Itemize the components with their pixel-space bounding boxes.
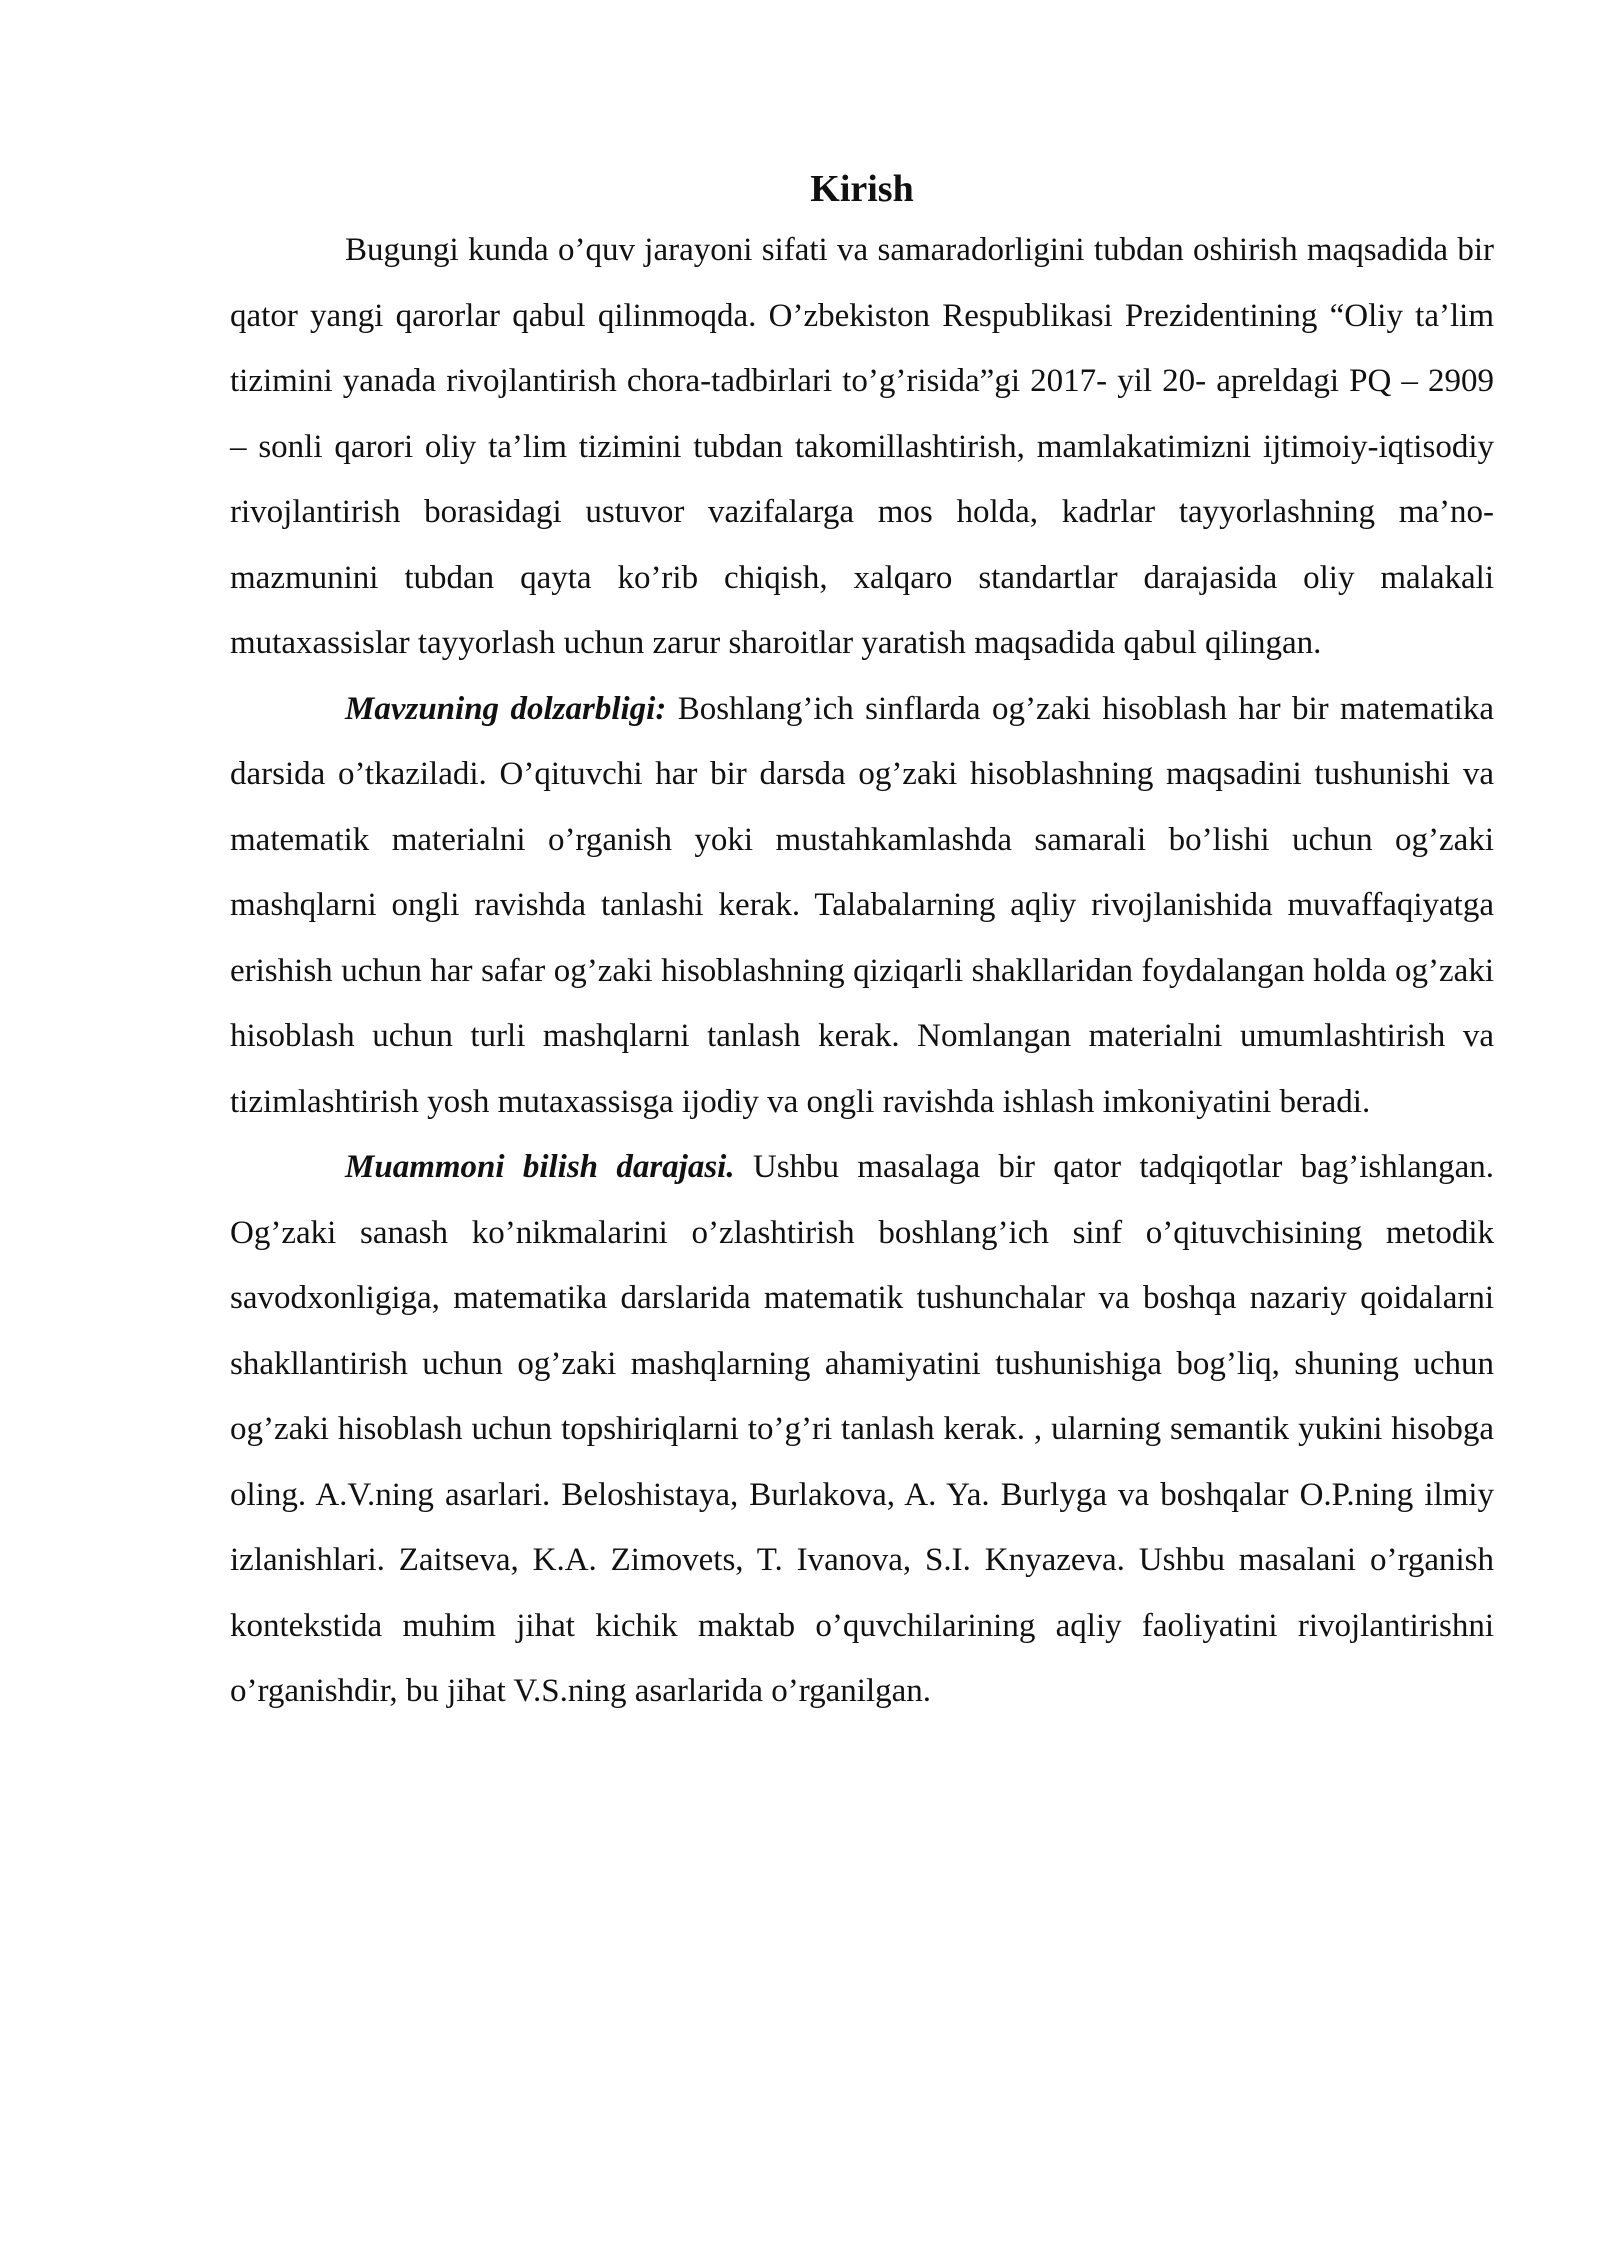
page-title: Kirish bbox=[810, 168, 914, 210]
document-body bbox=[230, 160, 1494, 1725]
paragraph-lead: Muammoni bilish darajasi. bbox=[345, 1149, 735, 1185]
paragraph-text: Bugungi kunda o’quv jarayoni sifati va samaradorligini tubdan oshirish maqsadida bir qator yangi qarorlar qabul qilinmoqda. O’zbekiston Respublikasi Prezidentining “Oliy ta’lim tizimini yanada rivojlantirish chora-tadbirlari to’g’risida”gi 2017- yil 20- apreldagi PQ – 2909 – sonli qarori oliy ta’lim tizimini tubdan takomillashtirish, mamlakatimizni ijtimoiy-iqtisodiy rivojlantirish borasidagi ustuvor vazifalarga mos holda, kadrlar tayyorlashning ma’no-mazmunini tubdan qayta ko’rib chiqish, xalqaro standartlar darajasida oliy malakali mutaxassislar tayyorlash uchun zarur sharoitlar yaratish maqsadida qabul qilingan. bbox=[230, 232, 1494, 661]
paragraph-text: Ushbu masalaga bir qator tadqiqotlar bag’ishlangan. Og’zaki sanash ko’nikmalarini o’zlashtirish boshlang’ich sinf o’qituvchisining metodik savodxonligiga, matematika darslarida matematik tushunchalar va boshqa nazariy qoidalarni shakllantirish uchun og’zaki mashqlarning ahamiyatini tushunishiga bog’liq, shuning uchun og’zaki hisoblash uchun topshiriqlarni to’g’ri tanlash kerak. , ularning semantik yukini hisobga oling. A.V.ning asarlari. Beloshistaya, Burlakova, A. Ya. Burlyga va boshqalar O.P.ning ilmiy izlanishlari. Zaitseva, K.A. Zimovets, T. Ivanova, S.I. Knyazeva. Ushbu masalani o’rganish kontekstida muhim jihat kichik maktab o’quvchilarining aqliy faoliyatini rivojlantirishni o’rganishdir, bu jihat V.S.ning asarlarida o’rganilgan. bbox=[230, 1149, 1494, 1709]
paragraph-problem-knowledge bbox=[230, 1135, 1494, 1725]
paragraph-relevance bbox=[230, 677, 1494, 1136]
paragraph-text: Boshlang’ich sinflarda og’zaki hisoblash har bir matematika darsida o’tkaziladi. O’qituvchi har bir darsda og’zaki hisoblashning maqsadini tushunishi va matematik materialni o’rganish yoki mustahkamlashda samarali bo’lishi uchun og’zaki mashqlarni ongli ravishda tanlashi kerak. Talabalarning aqliy rivojlanishida muvaffaqiyatga erishish uchun har safar og’zaki hisoblashning qiziqarli shakllaridan foydalangan holda og’zaki hisoblash uchun turli mashqlarni tanlash kerak. Nomlangan materialni umumlashtirish va tizimlashtirish yosh mutaxassisga ijodiy va ongli ravishda ishlash imkoniyatini beradi. bbox=[230, 690, 1494, 1120]
paragraph-intro bbox=[230, 218, 1494, 677]
paragraph-lead: Mavzuning dolzarbligi: bbox=[345, 690, 667, 727]
